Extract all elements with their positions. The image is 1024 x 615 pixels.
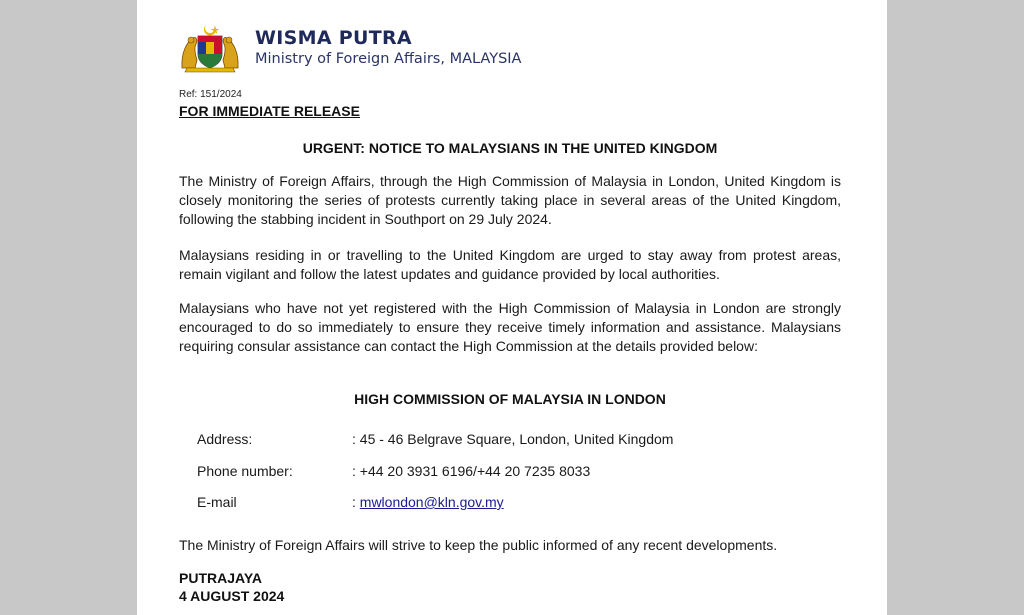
closing-paragraph: The Ministry of Foreign Affairs will strive to keep the public informed of any recent developments. <box>179 537 778 553</box>
release-label: FOR IMMEDIATE RELEASE <box>179 103 360 119</box>
paragraph-1: The Ministry of Foreign Affairs, through the High Commission of Malaysia in London, United Kingdom is closely monitoring the series of protests currently taking place in several areas of the United Kingdom, following the stabbing incident in Southport on 29 July 2024. <box>179 173 841 227</box>
contact-row-address <box>197 431 782 447</box>
contact-row-phone <box>197 463 782 479</box>
letterhead <box>179 20 521 76</box>
date: 4 AUGUST 2024 <box>179 588 285 604</box>
contact-row-email <box>197 494 782 510</box>
org-name: WISMA PUTRA <box>255 27 412 49</box>
contact-heading: HIGH COMMISSION OF MALAYSIA IN LONDON <box>354 391 666 407</box>
paragraph-3: Malaysians who have not yet registered with the High Commission of Malaysia in London are strongly encouraged to do so immediately to ensure they receive timely information and assistance. Malaysians requiring consular assistance can contact the High Commission at the details provided below: <box>179 300 841 354</box>
press-release-sheet <box>137 0 887 615</box>
reference-number: Ref: 151/2024 <box>179 89 242 100</box>
place: PUTRAJAYA <box>179 570 262 586</box>
malaysia-coat-of-arms-icon <box>179 22 241 74</box>
email-value-wrap <box>352 494 782 510</box>
address-label: Address: <box>197 431 253 447</box>
paragraph-2: Malaysians residing in or travelling to the United Kingdom are urged to stay away from protest areas, remain vigilant and follow the latest updates and guidance provided by local authorities. <box>179 247 841 282</box>
email-link[interactable]: mwlondon@kln.gov.my <box>359 494 504 510</box>
email-prefix: : <box>352 494 360 510</box>
email-label: E-mail <box>197 494 237 510</box>
org-block <box>255 27 521 69</box>
notice-title: URGENT: NOTICE TO MALAYSIANS IN THE UNITED KINGDOM <box>302 140 718 156</box>
phone-label: Phone number: <box>197 463 293 479</box>
phone-value: : +44 20 3931 6196/+44 20 7235 8033 <box>352 463 591 479</box>
org-subtitle: Ministry of Foreign Affairs, MALAYSIA <box>255 51 522 67</box>
address-value: : 45 - 46 Belgrave Square, London, United Kingdom <box>352 431 674 447</box>
